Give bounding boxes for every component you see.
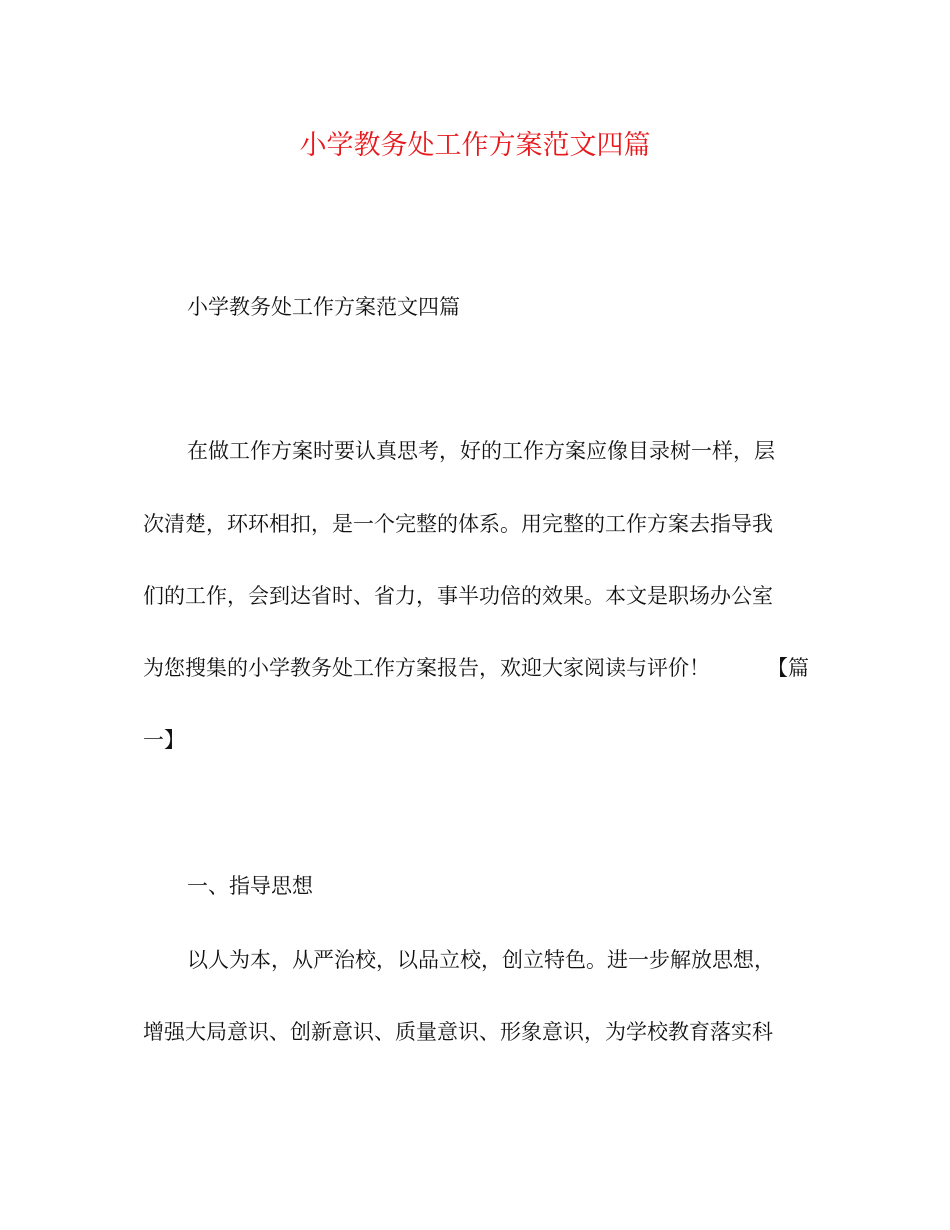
- intro-line-3: 们的工作，会到达省时、省力，事半功倍的效果。本文是职场办公室: [143, 584, 773, 608]
- intro-line-2: 次清楚，环环相扣，是一个完整的体系。用完整的工作方案去指导我: [143, 512, 773, 536]
- document-title: 小学教务处工作方案范文四篇: [299, 130, 651, 161]
- intro-line-4: 为您搜集的小学教务处工作方案报告，欢迎大家阅读与评价！: [143, 656, 710, 680]
- document-subtitle: 小学教务处工作方案范文四篇: [187, 295, 460, 319]
- body-line-1: 以人为本，从严治校，以品立校，创立特色。进一步解放思想，: [187, 948, 775, 972]
- section-heading: 一、指导思想: [187, 874, 313, 898]
- body-line-2: 增强大局意识、创新意识、质量意识、形象意识，为学校教育落实科: [143, 1020, 773, 1044]
- section-marker-end: 一】: [143, 728, 185, 752]
- intro-line-1: 在做工作方案时要认真思考，好的工作方案应像目录树一样，层: [187, 439, 775, 463]
- section-marker-start: 【篇: [767, 656, 809, 680]
